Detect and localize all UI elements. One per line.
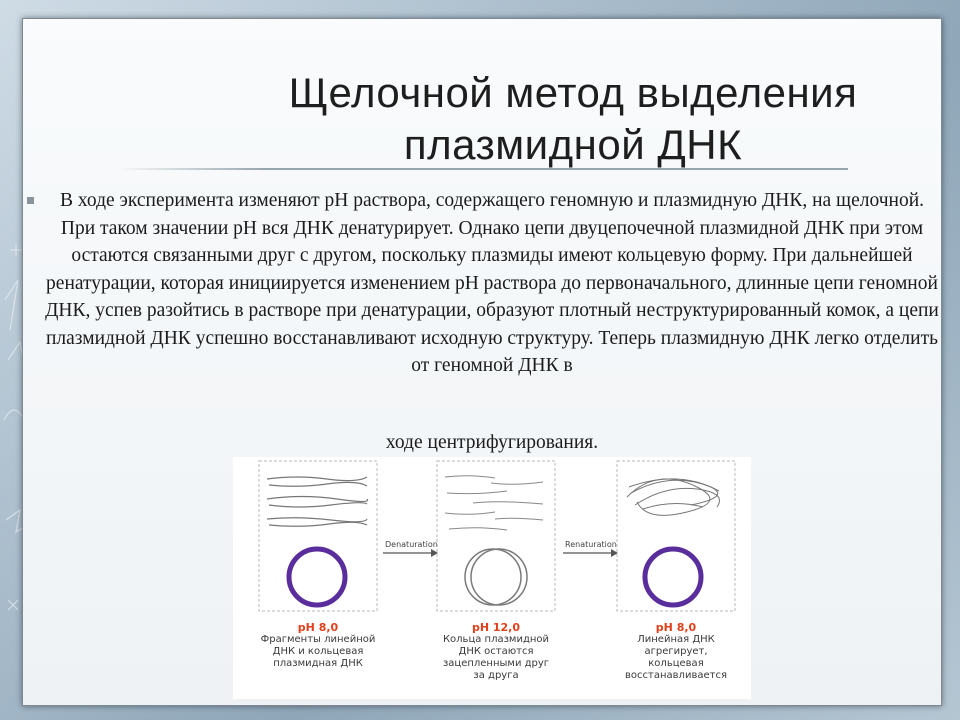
slide-title: Щелочной метод выделения плазмидной ДНК bbox=[288, 69, 858, 168]
caption-text-3: Линейная ДНК агрегирует, кольцевая восстанавливается bbox=[625, 634, 727, 681]
ph-label-2: pH 12,0 bbox=[471, 621, 521, 634]
linear-dna-strands-1 bbox=[267, 477, 368, 526]
panel-caption-3 bbox=[616, 621, 736, 682]
panel-caption-2 bbox=[436, 621, 556, 682]
body-paragraph-tail: ходе центрифугирования. bbox=[385, 432, 599, 453]
bullet-marker-icon bbox=[27, 197, 34, 204]
caption-text-2: Кольца плазмидной ДНК остаются зацепленными друг за друга bbox=[442, 634, 550, 681]
single-strands-2 bbox=[445, 476, 543, 530]
panel-caption-1 bbox=[258, 621, 378, 670]
aggregated-dna-tangle bbox=[627, 479, 720, 515]
plasmid-extraction-diagram bbox=[233, 457, 751, 699]
arrow-label-renaturation: Renaturation bbox=[565, 540, 617, 549]
body-paragraph: В ходе эксперимента изменяют рН раствора, содержащего геномную и плазмидную ДНК, на щелочной. При таком значении рН вся ДНК денатурирует. Однако цепи двуцепочечной плазмидной ДНК при этом остаются связанными друг с другом, поскольку плазмиды имеют кольцевую форму. При дальнейшей ренатурации, которая инициируется изменением рН раствора до первоначального, длинные цепи геномной ДНК, успев разойтись в растворе при денатурации, образуют плотный неструктурированный комок, а цепи плазмидной ДНК успешно восстанавливают исходную структуру. Теперь плазмидную ДНК легко отделить от геномной ДНК в bbox=[45, 190, 939, 376]
ph-label-3: pH 8,0 bbox=[655, 621, 697, 634]
panel-frame-3 bbox=[617, 461, 735, 611]
slide bbox=[22, 18, 942, 706]
plasmid-ring-1 bbox=[289, 549, 345, 605]
arrow-label-denaturation: Denaturation bbox=[385, 540, 438, 549]
caption-text-1: Фрагменты линейной ДНК и кольцевая плазмидная ДНК bbox=[260, 634, 376, 669]
plasmid-ring-3 bbox=[645, 549, 701, 605]
ph-label-1: pH 8,0 bbox=[297, 621, 339, 634]
plasmid-rings-denatured bbox=[465, 549, 527, 605]
title-divider bbox=[118, 168, 848, 170]
